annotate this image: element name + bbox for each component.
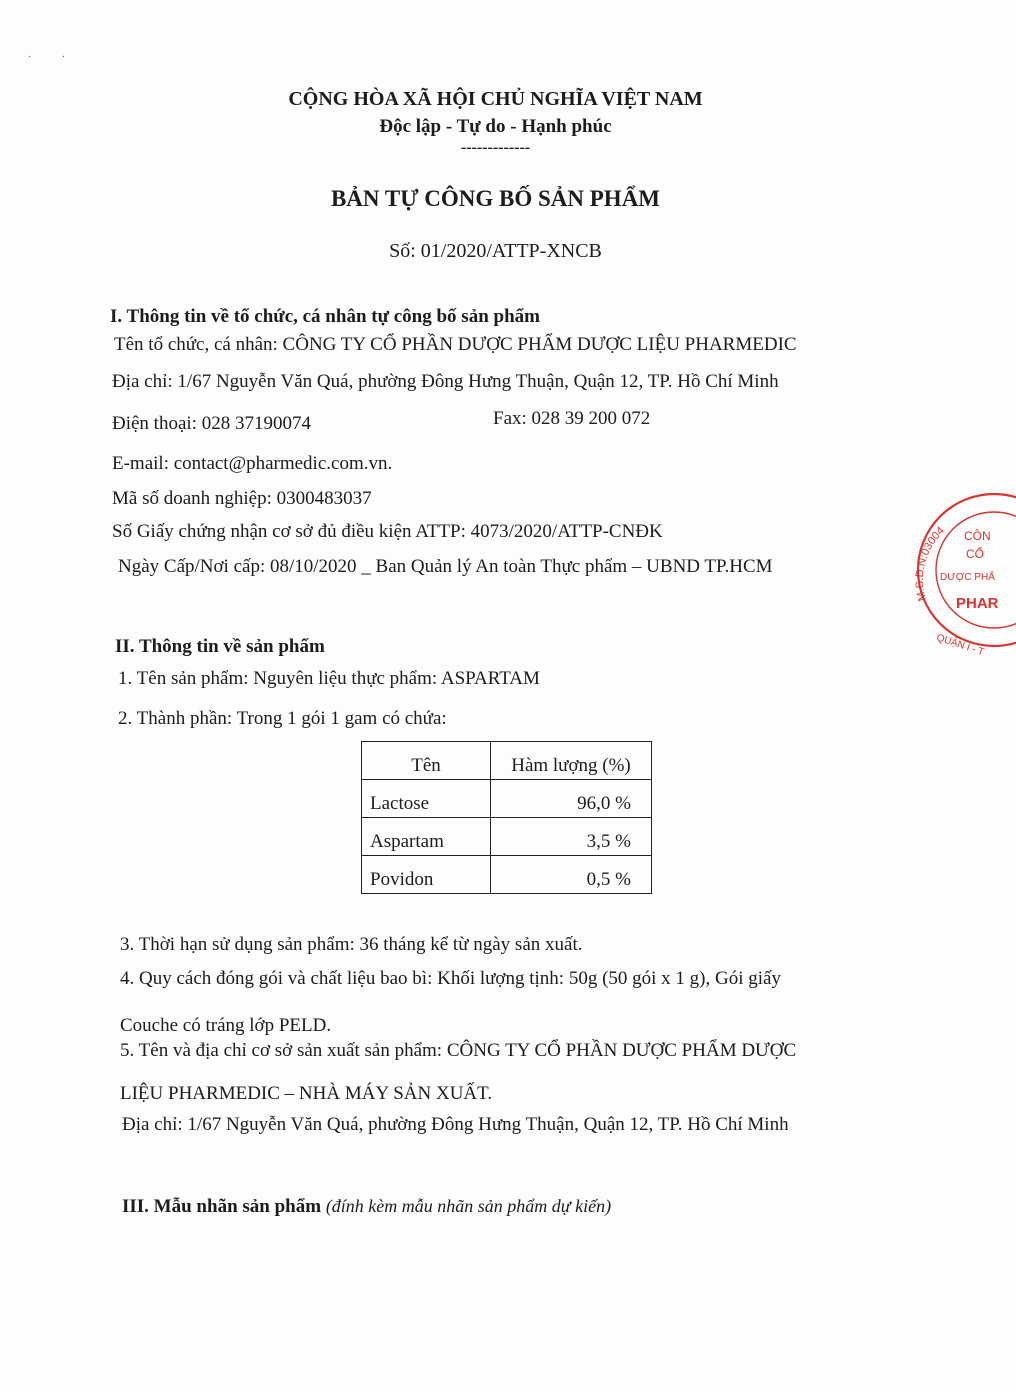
table-header-row bbox=[362, 742, 652, 780]
stamp-line-1: CÔN bbox=[964, 529, 991, 543]
section-1-heading: I. Thông tin về tổ chức, cá nhân tự công bố sản phẩm bbox=[110, 306, 540, 327]
stamp-line-3: DƯỢC PHẨ bbox=[940, 572, 995, 583]
stamp-arc-text-path: M.S.D.N:03004 bbox=[913, 524, 947, 603]
table-row bbox=[362, 856, 652, 894]
ingredient-name: Aspartam bbox=[362, 818, 491, 856]
section-3-heading bbox=[122, 1196, 611, 1218]
table-row bbox=[362, 818, 652, 856]
ingredient-percent: 0,5 % bbox=[491, 856, 652, 894]
org-email: E-mail: contact@pharmedic.com.vn. bbox=[112, 453, 393, 474]
manufacturer-line-1: 5. Tên và địa chỉ cơ sở sản xuất sản phẩm: CÔNG TY CỔ PHẦN DƯỢC PHẨM DƯỢC bbox=[120, 1040, 797, 1061]
org-fax: Fax: 028 39 200 072 bbox=[493, 408, 651, 429]
section-3-title: III. Mẫu nhãn sản phẩm bbox=[122, 1196, 322, 1217]
packaging-line-1: 4. Quy cách đóng gói và chất liệu bao bì: Khối lượng tịnh: 50g (50 gói x 1 g), Gói giấy bbox=[120, 968, 781, 989]
food-safety-cert: Số Giấy chứng nhận cơ sở đủ điều kiện ATTP: 4073/2020/ATTP-CNĐK bbox=[112, 521, 663, 542]
stamp-arc-text bbox=[914, 525, 947, 602]
stamp-line-2: CỔ bbox=[966, 547, 984, 561]
table-header-name: Tên bbox=[362, 742, 491, 780]
stamp-line-4: PHAR bbox=[956, 595, 999, 612]
business-code: Mã số doanh nghiệp: 0300483037 bbox=[112, 488, 372, 509]
motto: Độc lập - Tự do - Hạnh phúc bbox=[379, 116, 612, 137]
document-title: BẢN TỰ CÔNG BỐ SẢN PHẨM bbox=[330, 186, 661, 211]
document-number: Số: 01/2020/ATTP-XNCB bbox=[389, 240, 602, 262]
cert-issued: Ngày Cấp/Nơi cấp: 08/10/2020 _ Ban Quản lý An toàn Thực phẩm – UBND TP.HCM bbox=[118, 556, 773, 577]
section-2-heading: II. Thông tin về sản phẩm bbox=[115, 636, 325, 657]
table-row bbox=[362, 780, 652, 818]
country-title: CỘNG HÒA XÃ HỘI CHỦ NGHĨA VIỆT NAM bbox=[288, 88, 703, 110]
composition-intro: 2. Thành phần: Trong 1 gói 1 gam có chứa: bbox=[118, 708, 447, 729]
section-3-note: (đính kèm mẫu nhãn sản phẩm dự kiến) bbox=[325, 1196, 612, 1216]
org-phone: Điện thoại: 028 37190074 bbox=[112, 413, 311, 434]
org-name: Tên tổ chức, cá nhân: CÔNG TY CỔ PHẦN DƯỢC PHẨM DƯỢC LIỆU PHARMEDIC bbox=[114, 334, 797, 355]
product-name: 1. Tên sản phẩm: Nguyên liệu thực phẩm: ASPARTAM bbox=[118, 668, 540, 689]
org-address: Địa chỉ: 1/67 Nguyễn Văn Quá, phường Đông Hưng Thuận, Quận 12, TP. Hồ Chí Minh bbox=[112, 371, 779, 392]
table-header-content: Hàm lượng (%) bbox=[491, 742, 652, 780]
manufacturer-line-2: LIỆU PHARMEDIC – NHÀ MÁY SẢN XUẤT. bbox=[120, 1083, 493, 1104]
ingredient-name: Lactose bbox=[362, 780, 491, 818]
ingredient-percent: 3,5 % bbox=[491, 818, 652, 856]
packaging-line-2: Couche có tráng lớp PELD. bbox=[120, 1015, 332, 1036]
ingredient-percent: 96,0 % bbox=[491, 780, 652, 818]
shelf-life: 3. Thời hạn sử dụng sản phẩm: 36 tháng kể từ ngày sản xuất. bbox=[120, 934, 583, 955]
company-stamp bbox=[906, 480, 1016, 660]
ingredient-name: Povidon bbox=[362, 856, 491, 894]
stamp-bottom-text: QUẬN I - T bbox=[935, 632, 986, 659]
composition-table bbox=[361, 741, 652, 894]
scan-mark: · · bbox=[28, 52, 80, 63]
manufacturer-address: Địa chỉ: 1/67 Nguyễn Văn Quá, phường Đông Hưng Thuận, Quận 12, TP. Hồ Chí Minh bbox=[122, 1114, 789, 1135]
header-divider: ------------- bbox=[460, 139, 531, 156]
